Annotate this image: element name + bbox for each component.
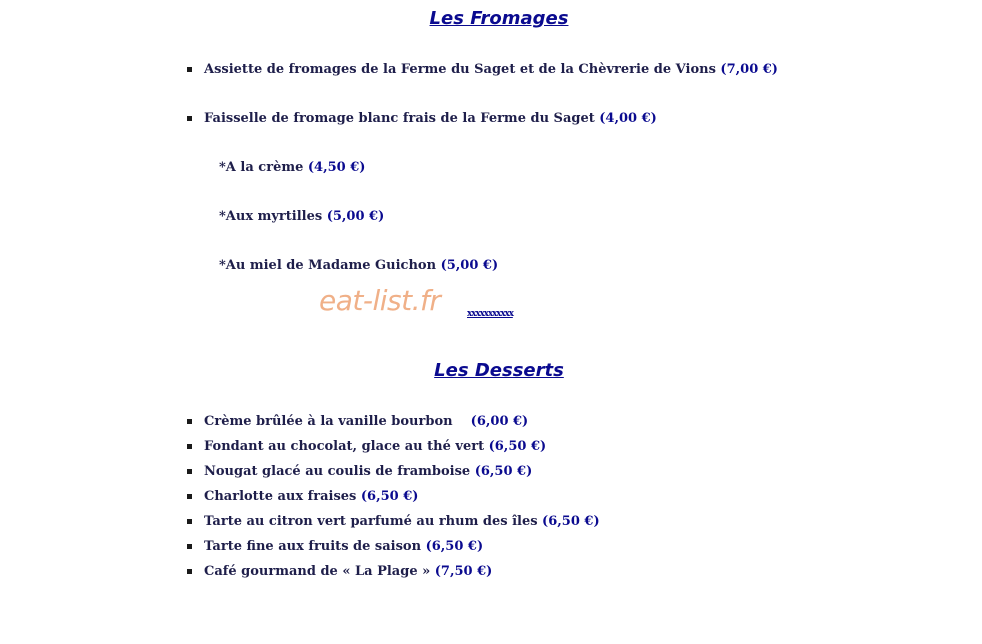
list-item [204,514,600,530]
item-price: (6,50 €) [421,539,484,554]
item-name: Tarte au citron vert parfumé au rhum des îles [204,514,538,529]
bullet-icon [187,544,192,549]
item-name: Nougat glacé au coulis de framboise [204,464,471,479]
item-price: (7,50 €) [434,564,493,579]
item-price: (5,00 €) [440,258,499,273]
item-price: (4,50 €) [307,160,366,175]
item-price: (6,50 €) [537,514,600,529]
bullet-icon [187,494,192,499]
separator: xxxxxxxxxxx [467,309,513,319]
item-price: (6,00 €) [457,414,529,429]
bullet-icon [187,569,192,574]
item-price: (6,50 €) [488,439,547,454]
item-name: Tarte fine aux fruits de saison [204,539,422,554]
desserts-heading: Les Desserts [434,360,564,381]
item-name: Charlotte aux fraises [204,489,357,504]
list-item [204,62,778,78]
bullet-icon [187,444,192,449]
watermark: eat-list.fr [319,284,441,317]
list-item [204,111,657,127]
item-price: (6,50 €) [470,464,533,479]
item-price: (7,00 €) [720,62,778,77]
bullet-icon [187,116,192,121]
list-item [204,414,528,430]
fromages-heading: Les Fromages [429,8,569,29]
sub-item [219,258,498,274]
bullet-icon [187,469,192,474]
item-name: Faisselle de fromage blanc frais de la Ferme du Saget [204,111,595,126]
list-item [204,489,418,505]
item-name: *Aux myrtilles [219,209,323,224]
item-price: (6,50 €) [356,489,419,504]
item-name: Crème brûlée à la vanille bourbon [204,414,458,429]
list-item [204,439,546,455]
list-item [204,539,483,555]
item-price: (5,00 €) [322,209,385,224]
item-price: (4,00 €) [594,111,657,126]
item-name: Café gourmand de « La Plage » [204,564,435,579]
bullet-icon [187,519,192,524]
sub-item [219,209,384,225]
sub-item [219,160,365,176]
item-name: Assiette de fromages de la Ferme du Saget et de la Chèvrerie de Vions [204,62,721,77]
item-name: *Au miel de Madame Guichon [219,258,441,273]
bullet-icon [187,419,192,424]
list-item [204,464,532,480]
list-item [204,564,492,580]
bullet-icon [187,67,192,72]
item-name: Fondant au chocolat, glace au thé vert [204,439,489,454]
item-name: *A la crème [219,160,308,175]
